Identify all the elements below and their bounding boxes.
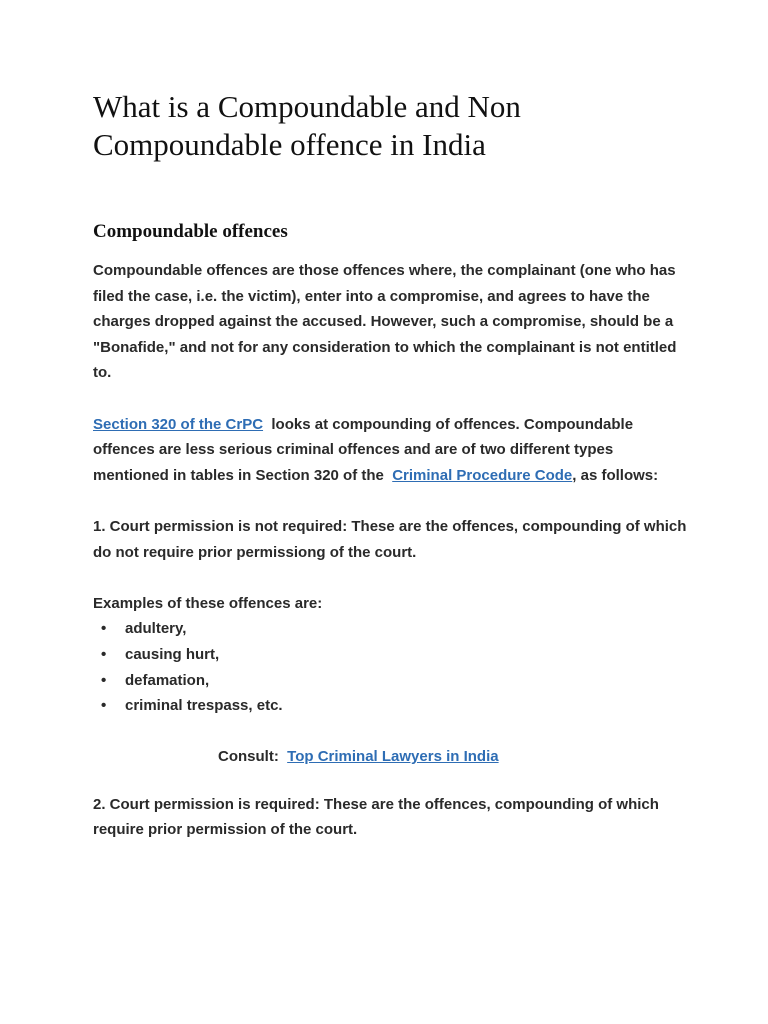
title-line-2: Compoundable offence in India — [93, 127, 486, 162]
paragraph-text-2: , as follows: — [572, 466, 659, 484]
bullet-icon: • — [101, 645, 107, 663]
crpc-link[interactable]: Criminal Procedure Code — [392, 466, 573, 484]
page-title — [93, 88, 693, 164]
bullet-icon: • — [101, 620, 107, 638]
consult-label: Consult: — [218, 748, 288, 766]
section-320-link[interactable]: Section 320 of the CrPC — [93, 415, 264, 433]
top-lawyers-link[interactable]: Top Criminal Lawyers in India — [287, 748, 499, 766]
paragraph-definition: Compoundable offences are those offences where, the complainant (one who has filed the case, i.e. the victim), enter into a compromise, and agrees to have the charges dropped against the accused. However, such a compromise, should be a "Bonafide," and not for any consideration to which the complainant is not entitled to. — [93, 262, 677, 382]
bullet-icon: • — [101, 671, 107, 689]
spacer — [93, 719, 693, 745]
examples-intro: Examples of these offences are: — [93, 594, 323, 612]
bullet-icon: • — [101, 697, 107, 715]
list-item — [93, 642, 693, 668]
list-item-text: causing hurt, — [125, 645, 220, 663]
consult-line — [93, 744, 693, 770]
list-item-text: criminal trespass, etc. — [125, 697, 283, 715]
list-item — [93, 616, 693, 642]
paragraph-point-1: 1. Court permission is not required: These are the offences, compounding of which do not require prior permissiong of the court. — [93, 517, 687, 561]
list-item-text: adultery, — [125, 620, 187, 638]
title-line-1: What is a Compoundable and Non — [93, 89, 521, 124]
paragraph-text-1: looks at compounding of offences. Compoundable offences are less serious criminal offences and are of two different types mentioned in tables in Section 320 of the — [93, 415, 638, 484]
paragraph-section-320 — [93, 412, 693, 489]
article-body — [93, 258, 693, 869]
list-item-text: defamation, — [125, 671, 210, 689]
section-heading: Compoundable offences — [93, 221, 288, 242]
document-page — [93, 88, 693, 839]
list-item — [93, 668, 693, 694]
examples-list — [93, 616, 693, 718]
list-item — [93, 693, 693, 719]
paragraph-point-2: 2. Court permission is required: These are the offences, compounding of which require prior permission of the court. — [93, 795, 659, 839]
